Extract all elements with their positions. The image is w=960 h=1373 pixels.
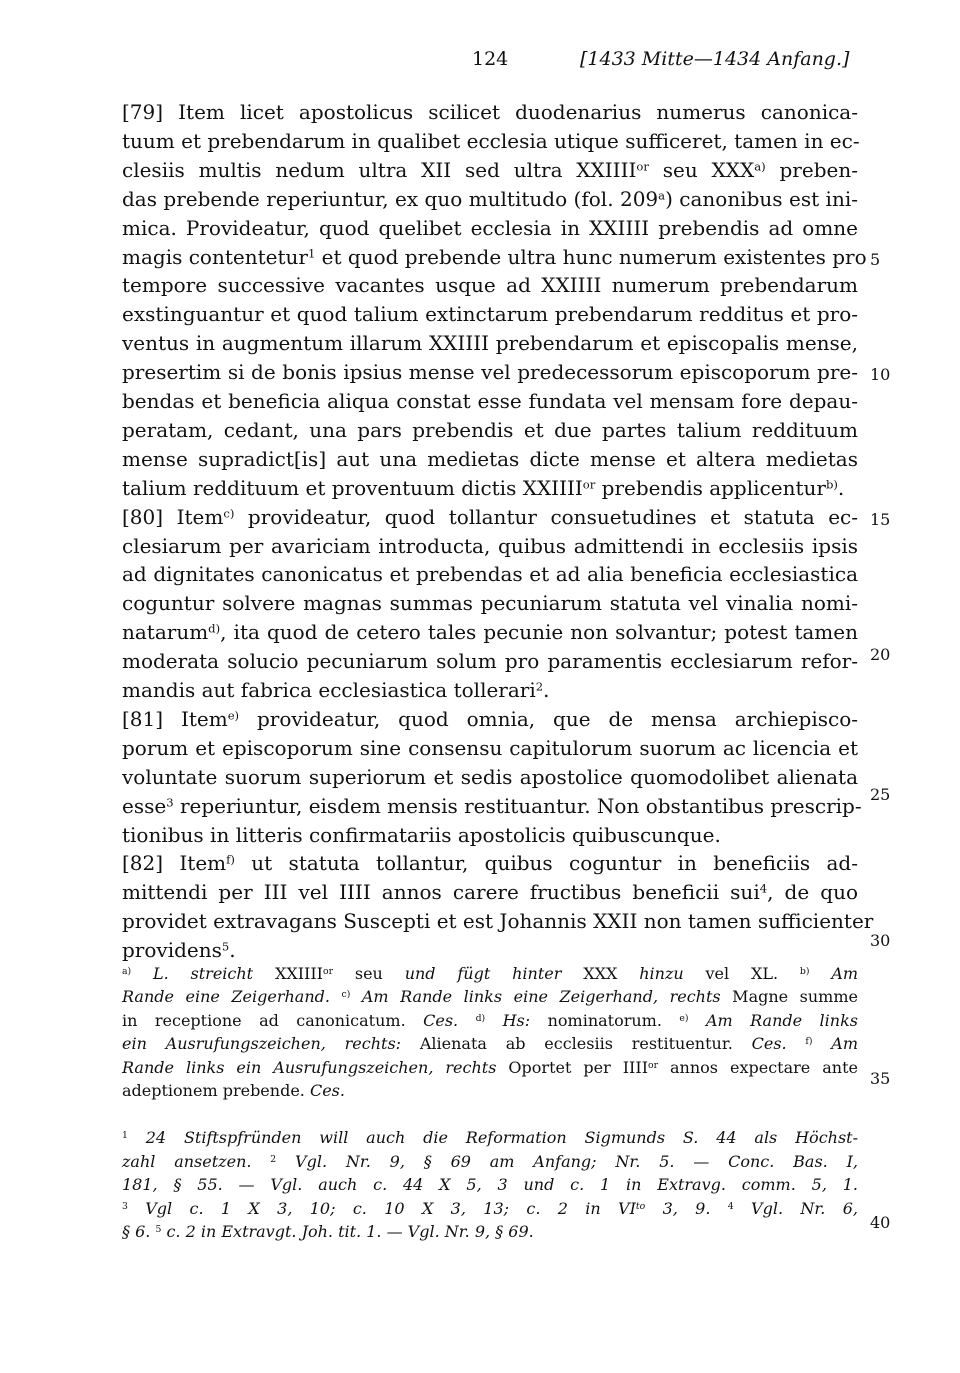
text-line: tempore successive vacantes usque ad XXIIII numerum prebendarum [122,273,858,298]
text-line: ad dignitates canonicatus et prebendas et ad alia beneficia ecclesiastica [122,562,858,587]
text-line: $^3$ Vgl c. 1 X 3, 10; c. 10 X 3, 13; c. 2 in $VI^{to}$ 3, 9. $^4$ Vgl. Nr. 6, [122,1198,858,1218]
text-line: natarum$^{d)}$, ita quod de cetero tales pecunie non solvantur; potest tamen [122,620,858,645]
text-line: in receptione ad canonicatum. Ces. $^{d)}$ Hs: nominatorum. $^{e)}$ Am Rande links [122,1010,858,1030]
text-line: moderata solucio pecuniarum solum pro paramentis ecclesiarum refor- [122,649,858,674]
text-line: Rande eine Zeigerhand. $^{c)}$ Am Rande links eine Zeigerhand, rechts Magne summe [122,987,858,1007]
text-line: zahl ansetzen. $^2$ Vgl. Nr. 9, § 69 am Anfang; Nr. 5. — Conc. Bas. I, [122,1151,858,1171]
text-line: [82] Item$^{f)}$ ut statuta tollantur, quibus coguntur in beneficiis ad- [122,851,858,876]
page-header [0,44,960,76]
line-number: 30 [870,931,891,950]
text-line: ventus in augmentum illarum XXIIII prebendarum et episcopalis mense, [122,331,858,356]
text-line: presertim si de bonis ipsius mense vel predecessorum episcoporum pre- [122,360,858,385]
text-line: mense supradict[is] aut una medietas dicte mense et altera medietas [122,446,858,471]
text-line: Rande links ein Ausrufungszeichen, rechts Oportet per $IIII^{or}$ annos expectare ante [122,1057,858,1077]
text-line: providens$^5$. [122,938,236,963]
text-line: tionibus in litteris confirmatariis apostolicis quibuscunque. [122,822,721,847]
text-line: porum et episcoporum sine consensu capitulorum suorum ac licencia et [122,735,858,760]
text-line: [79] Item licet apostolicus scilicet duodenarius numerus canonica- [122,100,858,124]
text-line: providet extravagans Suscepti et est Johannis XXII non tamen sufficienter [122,909,874,934]
line-number: 15 [870,510,891,529]
text-line: clesiarum per avariciam introducta, quibus admittendi in ecclesiis ipsis [122,533,858,558]
page-number: 124 [472,48,509,70]
text-line: ein Ausrufungszeichen, rechts: Alienata ab ecclesiis restituentur. Ces. $^{f)}$ Am [122,1034,858,1054]
line-number: 20 [870,645,891,664]
text-line: $^{a)}$ L. streicht $XXIIII^{or}$ seu und fügt hinter XXX hinzu vel XL. $^{b)}$ Am [122,964,859,983]
line-number: 5 [870,250,881,269]
text-line: bendas et beneficia aliqua constat esse fundata vel mensam fore depau- [122,389,858,413]
text-line: coguntur solvere magnas summas pecuniarum statuta vel vinalia nomi- [122,591,858,616]
text-line: [81] Item$^{e)}$ provideatur, quod omnia, que de mensa archiepisco- [122,706,858,731]
text-line: peratam, cedant, una pars prebendis et due partes talium reddituum [122,417,858,442]
text-line: adeptionem prebende. Ces. [122,1081,345,1100]
text-line: clesiis multis nedum ultra XII sed ultra $XXIIII^{or}$ seu XXX$^{a)}$ preben- [122,157,858,182]
text-line: talium reddituum et proventuum dictis $XXIIII^{or}$ prebendis applicentur$^{b)}$. [122,475,845,500]
text-line: 181, § 55. — Vgl. auch c. 44 X 5, 3 und c. 1 in Extravg. comm. 5, 1. [122,1175,858,1194]
text-line: magis contentetur$^1$ et quod prebende ultra hunc numerum existentes pro [122,244,867,269]
text-line: [80] Item$^{c)}$ provideatur, quod tollantur consuetudines et statuta ec- [122,504,858,529]
text-line: mittendi per III vel IIII annos carere fructibus beneficii sui$^4$, de quo [122,880,858,905]
text-line: esse$^3$ reperiuntur, eisdem mensis restituantur. Non obstantibus prescrip- [122,793,862,818]
line-number: 35 [870,1069,891,1088]
text-line: mandis aut fabrica ecclesiastica tollerari$^2$. [122,678,550,702]
line-number: 10 [870,365,891,384]
line-number: 40 [870,1213,891,1232]
text-line: $^1$ 24 Stiftspfründen will auch die Reformation Sigmunds S. 44 als Höchst- [122,1128,859,1147]
text-line: § 6. $^5$ c. 2 in Extravgt. Joh. tit. 1. — Vgl. Nr. 9, § 69. [122,1222,534,1241]
text-line: tuum et prebendarum in qualibet ecclesia utique sufficeret, tamen in ec- [122,128,860,153]
text-line: exstinguantur et quod talium extinctarum prebendarum redditus et pro- [122,302,858,327]
text-line: mica. Provideatur, quod quelibet ecclesia in XXIIII prebendis ad omne [122,215,858,240]
text-line: voluntate suorum superiorum et sedis apostolice quomodolibet alienata [122,764,858,789]
line-number: 25 [870,785,891,804]
text-line: das prebende reperiuntur, ex quo multitudo (fol. 209$^a$) canonibus est ini- [122,186,858,211]
running-head: [1433 Mitte—1434 Anfang.] [580,48,850,70]
